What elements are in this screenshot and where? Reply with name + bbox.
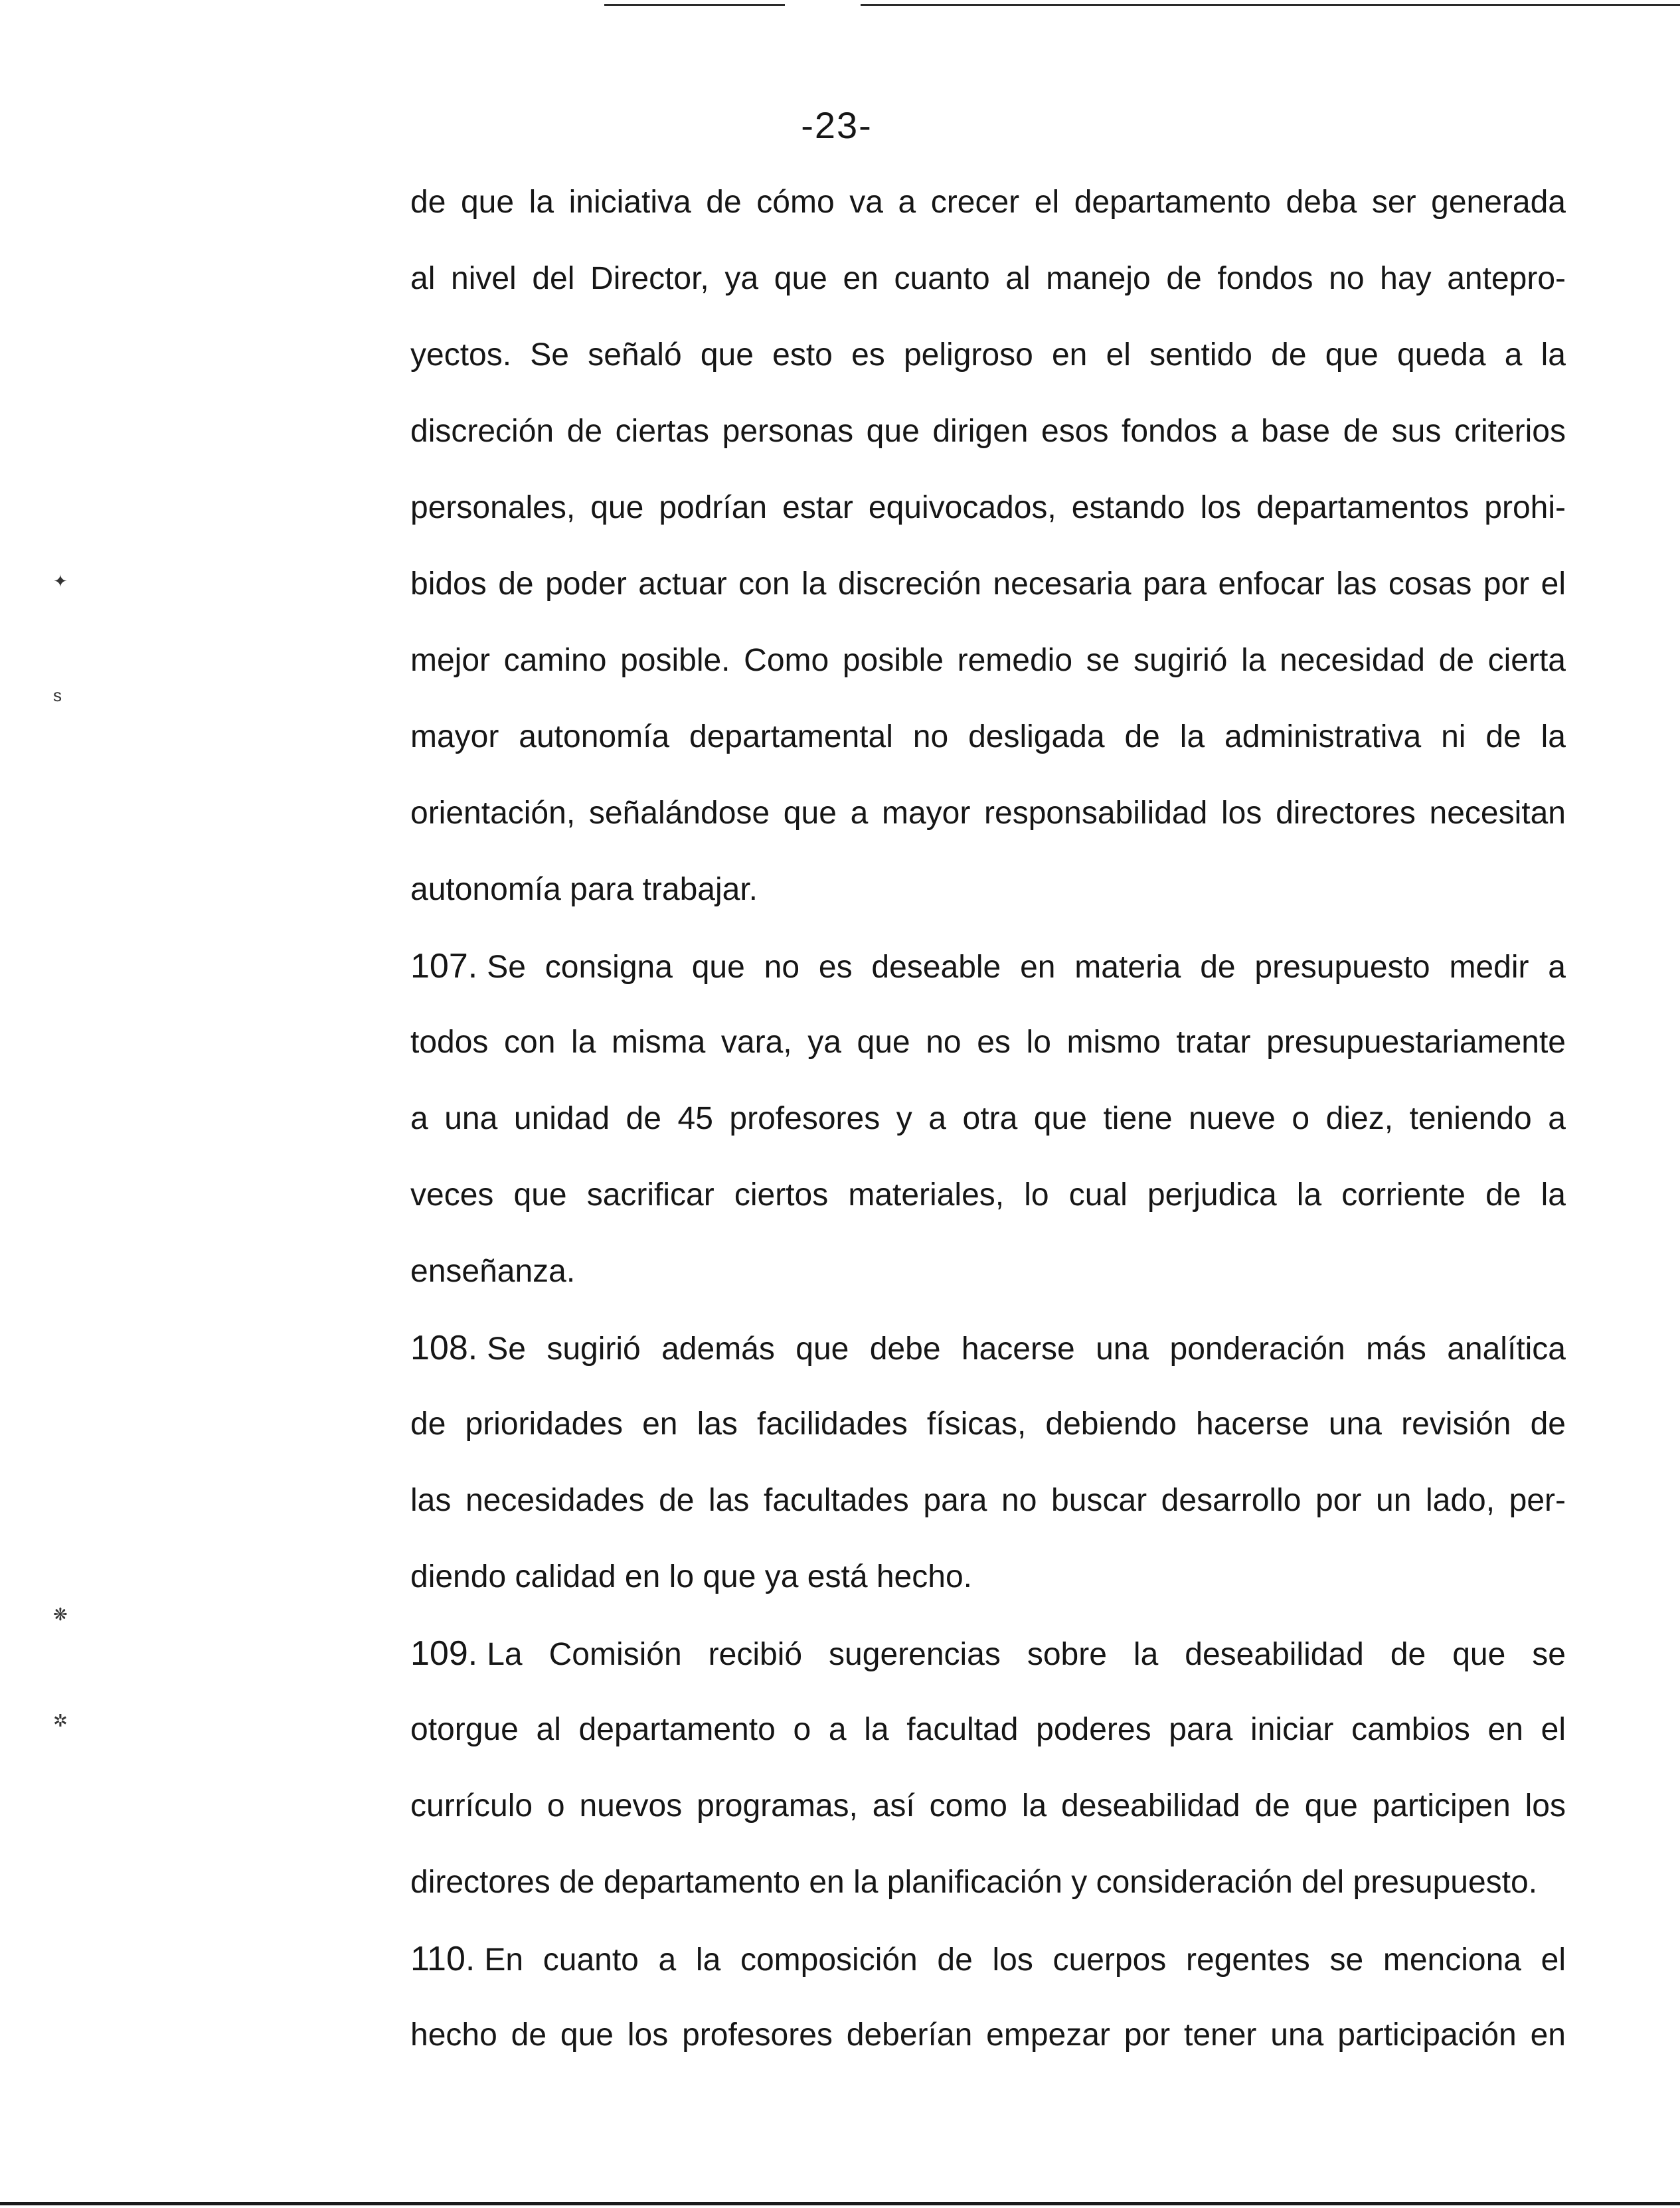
text-line: directores de departamento en la planificación y consideración del presupuesto.: [410, 1865, 1538, 1900]
text-line: enseñanza.: [410, 1254, 576, 1289]
margin-mark-4: ✲: [53, 1711, 68, 1731]
text-line: bidos de poder actuar con la discreción necesaria para enfocar las cosas por el: [410, 566, 1566, 602]
text-line-content: La Comisión recibió sugerencias sobre la deseabilidad de que se: [487, 1637, 1566, 1672]
paragraph-107: [410, 942, 1566, 1323]
text-line: las necesidades de las facultades para no buscar desarrollo por un lado, per-: [410, 1483, 1566, 1518]
text-line-content: Se sugirió además que debe hacerse una ponderación más analítica: [487, 1331, 1566, 1367]
paragraph-intro: [410, 178, 1566, 942]
text-line: [410, 1323, 1566, 1400]
text-line: [410, 1934, 1566, 2011]
text-line: [410, 1629, 1566, 1705]
text-line: orientación, señalándose que a mayor responsabilidad los directores necesitan: [410, 796, 1566, 831]
text-line: al nivel del Director, ya que en cuanto al manejo de fondos no hay antepro-: [410, 261, 1566, 296]
body-text: [410, 178, 1566, 2087]
margin-mark-3: ❋: [53, 1604, 68, 1624]
text-line: discreción de ciertas personas que dirigen esos fondos a base de sus criterios: [410, 414, 1566, 449]
text-line: a una unidad de 45 profesores y a otra que tiene nueve o diez, teniendo a: [410, 1101, 1566, 1136]
top-scan-edge-left: [604, 4, 785, 6]
text-line: otorgue al departamento o a la facultad poderes para iniciar cambios en el: [410, 1712, 1566, 1747]
text-line: todos con la misma vara, ya que no es lo mismo tratar presupuestariamente: [410, 1025, 1566, 1060]
text-line: hecho de que los profesores deberían empezar por tener una participación en: [410, 2017, 1566, 2053]
paragraph-number: 108.: [410, 1329, 478, 1367]
text-line: [410, 942, 1566, 1018]
page-number: -23-: [801, 104, 873, 146]
text-line: diendo calidad en lo que ya está hecho.: [410, 1559, 972, 1594]
text-line-content: En cuanto a la composición de los cuerpos regentes se menciona el: [484, 1942, 1566, 1978]
paragraph-number: 110.: [410, 1940, 475, 1978]
paragraph-number: 107.: [410, 947, 478, 985]
paragraph-110: [410, 1934, 1566, 2087]
paragraph-108: [410, 1323, 1566, 1629]
text-line: currículo o nuevos programas, así como la deseabilidad de que participen los: [410, 1788, 1566, 1824]
margin-mark-2: s: [53, 685, 62, 705]
text-line-content: Se consigna que no es deseable en materia de presupuesto medir a: [487, 950, 1566, 985]
text-line: personales, que podrían estar equivocados, estando los departamentos prohi-: [410, 490, 1566, 525]
text-line: autonomía para trabajar.: [410, 872, 758, 907]
text-line: de prioridades en las facilidades físicas, debiendo hacerse una revisión de: [410, 1406, 1566, 1442]
text-line: yectos. Se señaló que esto es peligroso en el sentido de que queda a la: [410, 337, 1566, 373]
paragraph-number: 109.: [410, 1634, 478, 1673]
text-line: veces que sacrificar ciertos materiales, lo cual perjudica la corriente de la: [410, 1177, 1566, 1213]
top-scan-edge-right: [861, 4, 1680, 6]
margin-mark-1: ✦: [53, 571, 68, 591]
bottom-scan-edge: [0, 2202, 1680, 2205]
paragraph-109: [410, 1629, 1566, 1934]
text-line: de que la iniciativa de cómo va a crecer el departamento deba ser generada: [410, 185, 1566, 220]
text-line: mejor camino posible. Como posible remedio se sugirió la necesidad de cierta: [410, 643, 1566, 678]
text-line: mayor autonomía departamental no desligada de la administrativa ni de la: [410, 719, 1566, 754]
